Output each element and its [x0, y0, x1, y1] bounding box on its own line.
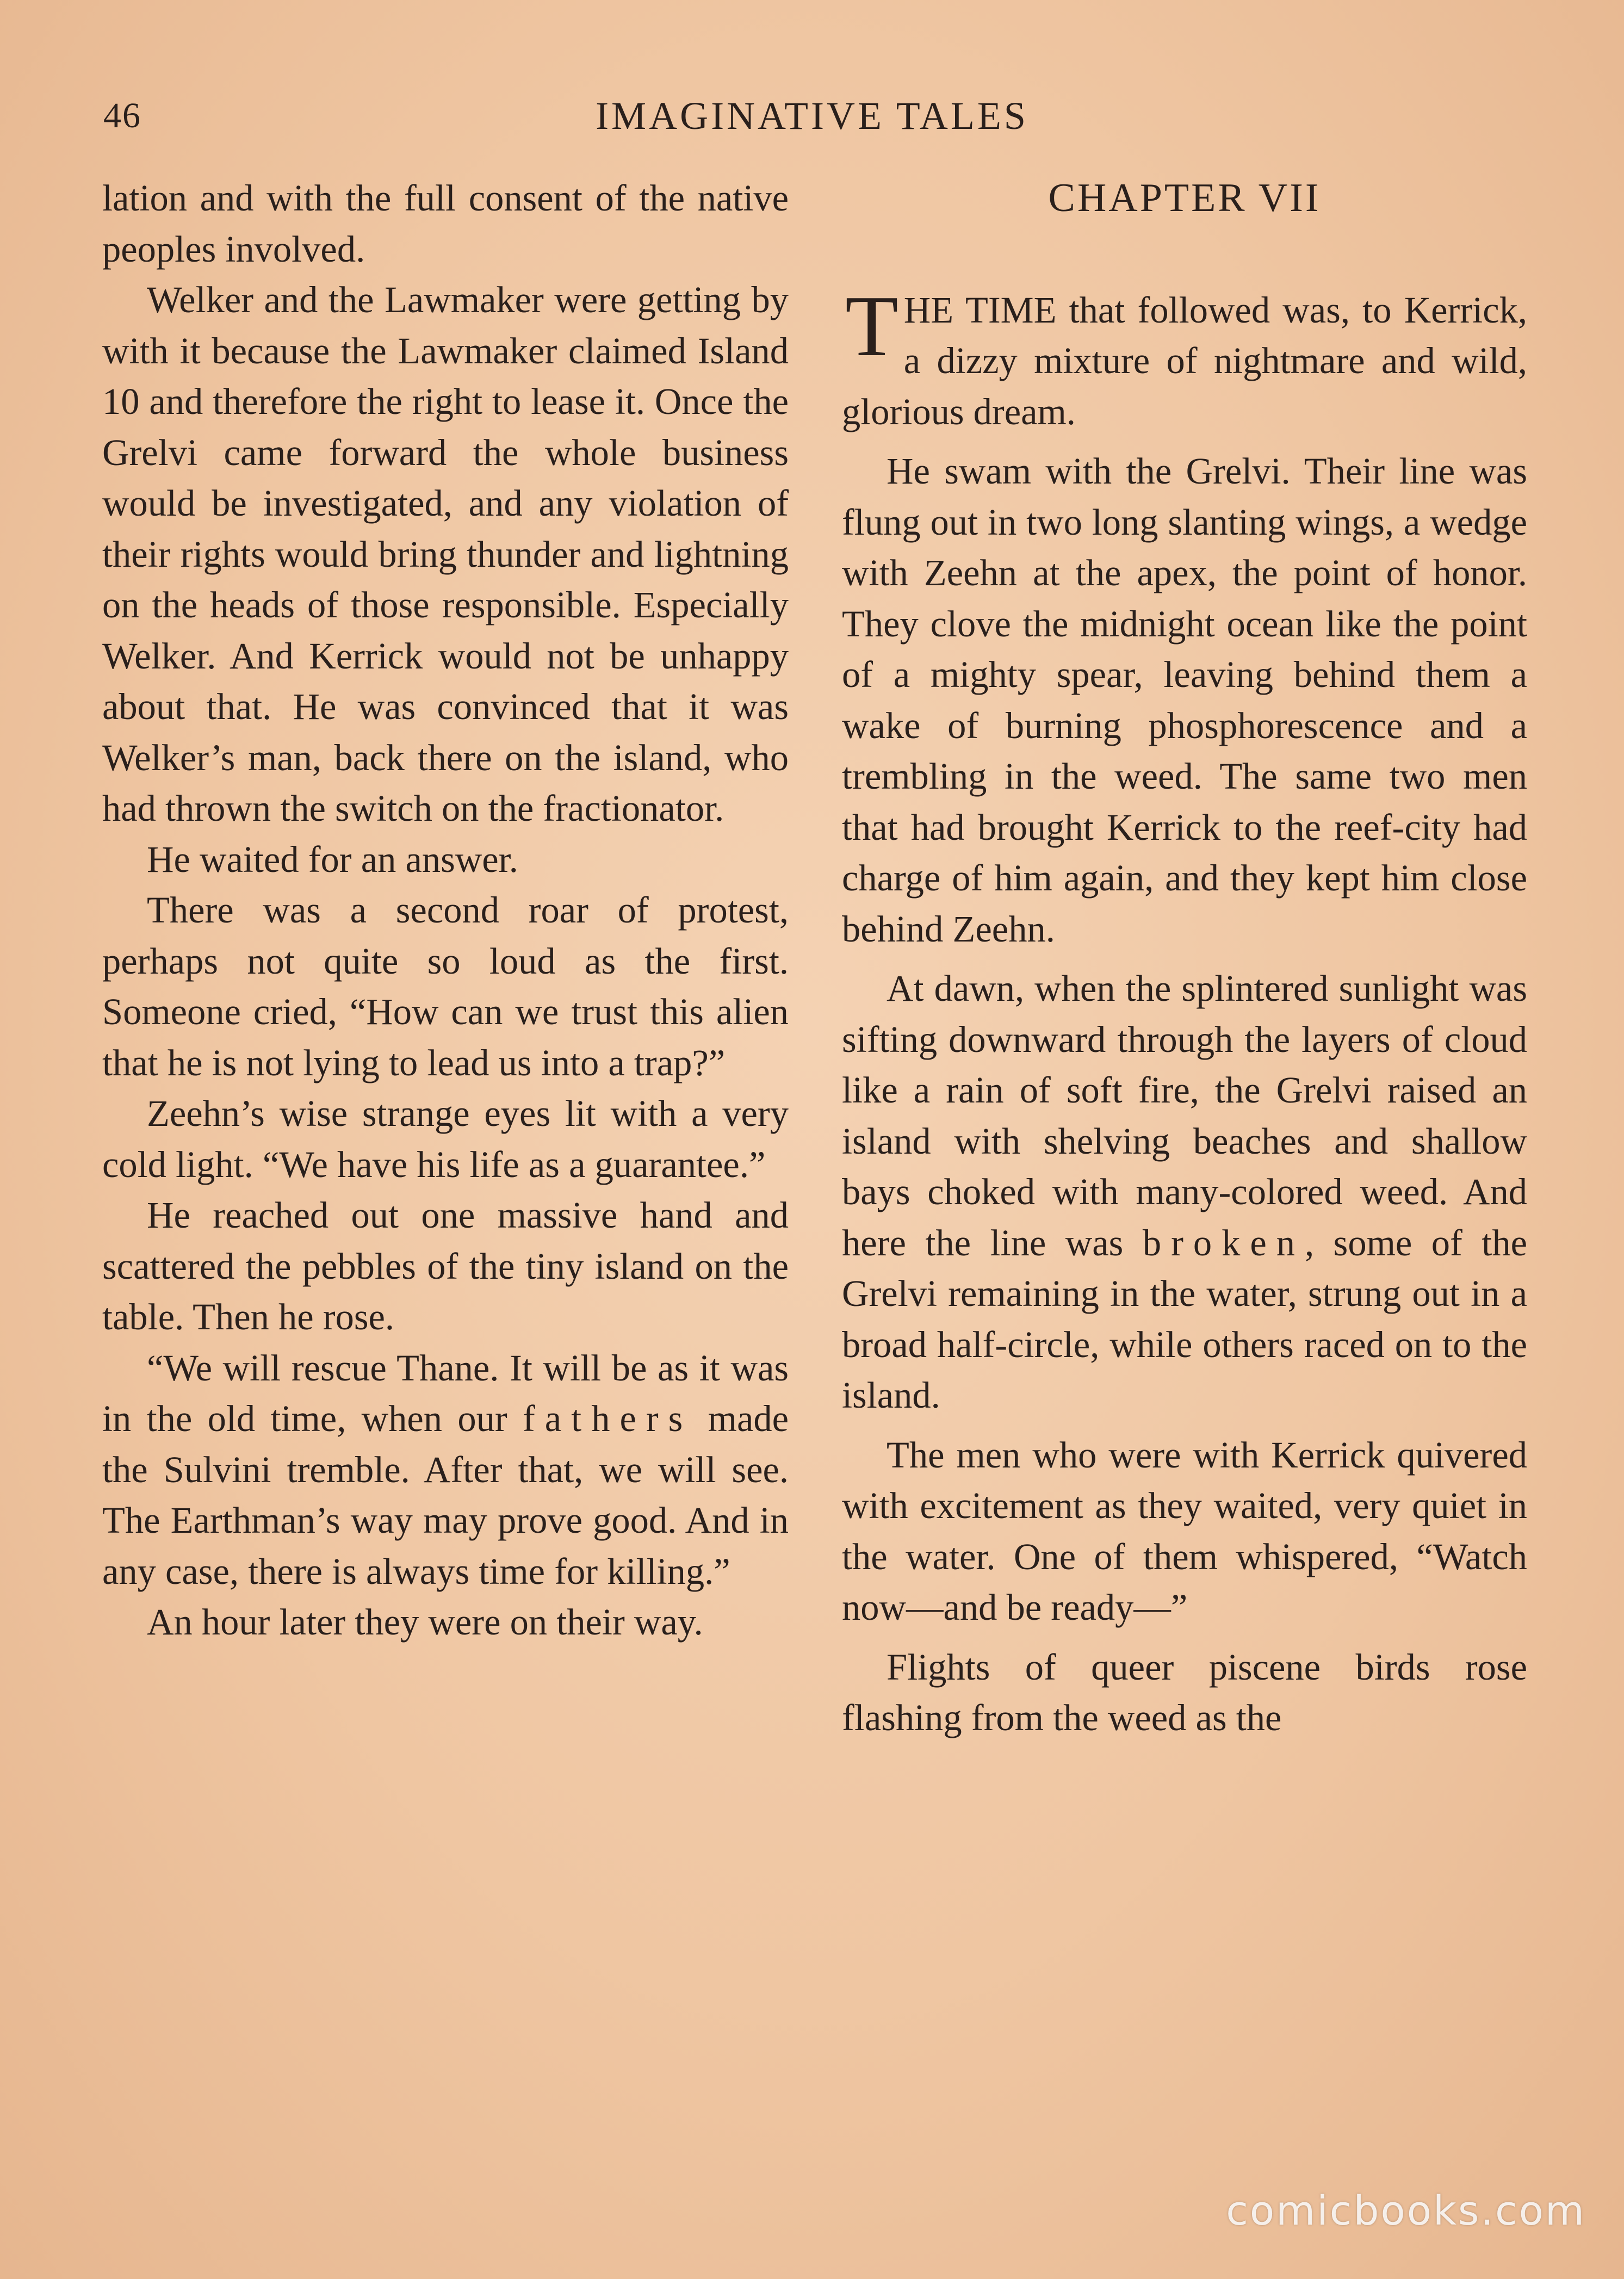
paragraph: Zeehn’s wise strange eyes lit with a very cold light. “We have his life as a guarantee.”: [102, 1093, 789, 1185]
paragraph: He swam with the Grelvi. Their line was flung out in two long slanting wings, a wedge with Zeehn at the apex, the point of honor. They clove the midnight ocean like the point of a mighty spear, leaving behind them a wake of burning phosphorescence and a trembling in the weed. The same two men that had brought Kerrick to the reef-city had charge of him again, and they kept him close behind Zeehn.: [842, 450, 1527, 950]
watermark: comicbooks.com: [1226, 2188, 1586, 2234]
text-run: HE TIME that followed was, to Kerrick, a dizzy mixture of nightmare and wild, glorious dream.: [842, 289, 1527, 432]
paragraph: An hour later they were on their way.: [147, 1601, 703, 1643]
paragraph: He reached out one massive hand and scattered the pebbles of the tiny island on the table. Then he rose.: [102, 1194, 789, 1337]
letterspaced-word: broken: [1142, 1222, 1305, 1264]
paragraph: He waited for an answer.: [147, 838, 518, 880]
text-run: “We will rescue Thane. It will be as it was in the old time, when our: [102, 1347, 789, 1439]
paragraph: lation and with the full consent of the native peoples involved.: [102, 177, 789, 270]
paragraph: There was a second roar of protest, perhaps not quite so loud as the first. Someone cried, “How can we trust this alien that he is not lying to lead us into a trap?”: [102, 889, 789, 1083]
right-column: [842, 173, 1527, 1744]
left-column: [102, 173, 789, 1648]
page-number: 46: [103, 96, 141, 135]
text-run: , some of the Grelvi remaining in the water, strung out in a broad half-circle, while others raced on to the island.: [842, 1222, 1527, 1416]
running-title: IMAGINATIVE TALES: [596, 94, 1028, 138]
paragraph: Welker and the Lawmaker were getting by with it because the Lawmaker claimed Island 10 and therefore the right to lease it. Once the Grelvi came forward the whole business would be investigated, and any violation of their rights would bring thunder and lightning on the heads of those responsible. Especially Welker. And Kerrick would not be unhappy about that. He was convinced that it was Welker’s man, back there on the island, who had thrown the switch on the fractionator.: [102, 279, 789, 829]
text-run: At dawn, when the splintered sunlight was sifting downward through the layers of cloud like a rain of soft fire, the Grelvi raised an island with shelving beaches and shallow bays choked with many-colored weed. And here the line was: [842, 968, 1527, 1264]
drop-cap: T: [845, 277, 898, 374]
letterspaced-word: fathers: [522, 1398, 693, 1439]
paragraph: [842, 963, 1527, 1421]
paragraph: The men who were with Kerrick quivered with excitement as they waited, very quiet in the water. One of them whispered, “Watch now—and be ready—”: [842, 1434, 1527, 1628]
paragraph: [102, 1343, 789, 1597]
paragraph: [842, 277, 1527, 438]
paragraph: Flights of queer piscene birds rose flashing from the weed as the: [842, 1646, 1527, 1738]
text-run: made the Sulvini tremble. After that, we will see. The Earthman’s way may prove good. And in any case, there is always time for killing.”: [102, 1398, 789, 1592]
chapter-title: CHAPTER VII: [1048, 176, 1321, 220]
